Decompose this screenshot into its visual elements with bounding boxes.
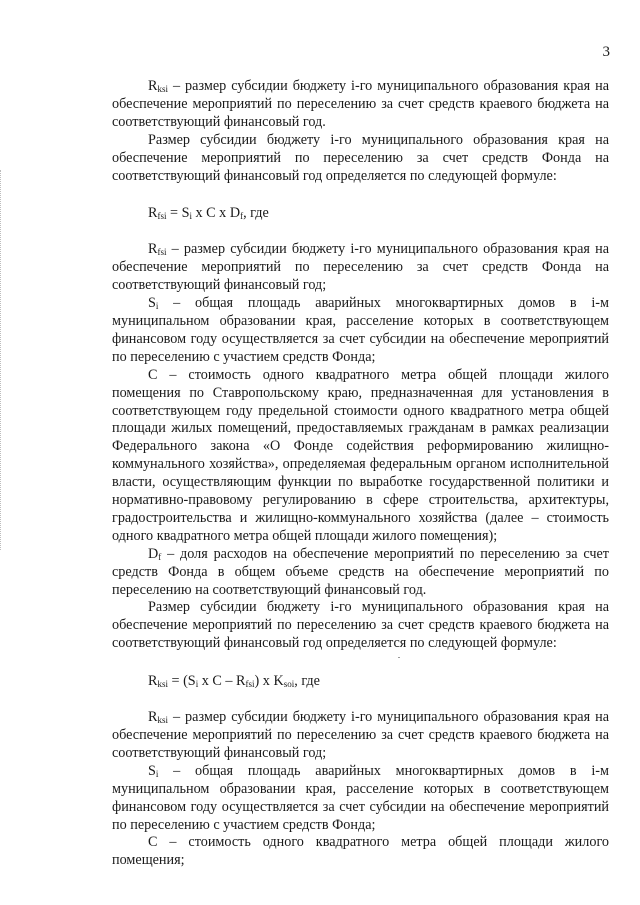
paragraph-c-definition: С – стоимость одного квадратного метра общей площади жилого помещения по Ставропольскому краю, предназначенная для установления в соответствующем году предельной стоимости одного квадратного метра общей площади жилых помещений, предоставляемых гражданам в рамках реализации Федерального закона «О Фонде содействия реформированию жилищно-коммунального хозяйства», определяемая федеральным органом исполнительной власти, осуществляющим функции по выработке государственной политики и нормативно-правовому регулированию в сфере строительства, архитектуры, градостроительства и жилищно-коммунального хозяйства (далее – стоимость одного квадратного метра общей площади жилого помещения); xyxy=(112,366,609,544)
paragraph-df-definition: $D_f$ – доля расходов на обеспечение мероприятий по переселению за счет средств Фонда в общем объеме средств на обеспечение мероприятий по переселению на соответствующий финансовый год. xyxy=(112,545,609,598)
formula-rfsi: $R_{fsi} = S_i$ x C x $D_f$, где xyxy=(148,205,269,222)
page-number: 3 xyxy=(602,44,610,60)
paragraph-c-definition-2: С – стоимость одного квадратного метра общей площади жилого помещения; xyxy=(112,834,609,869)
paragraph-rksi-definition-2: $R_{ksi}$ – размер субсидии бюджету i-го муниципального образования края на обеспечение мероприятий по переселению за счет средств краевого бюджета на соответствующий финансовый год; xyxy=(112,709,609,761)
scan-edge-marks xyxy=(0,170,7,550)
paragraph-fund-subsidy-intro: Размер субсидии бюджету i-го муниципального образования края на обеспечение мероприятий по переселению за счет средств Фонда на соответствующий финансовый год определяется по следующей формуле: xyxy=(112,131,609,184)
document-body xyxy=(112,78,609,870)
paragraph-regional-subsidy-intro: Размер субсидии бюджету i-го муниципального образования края на обеспечение мероприятий по переселению за счет средств краевого бюджета на соответствующий финансовый год определяется по следующей формуле: xyxy=(112,599,609,652)
paragraph-rksi-definition: $R_{ksi}$ – размер субсидии бюджету i-го муниципального образования края на обеспечение мероприятий по переселению за счет средств краевого бюджета на соответствующий финансовый год. xyxy=(112,78,609,130)
paragraph-rfsi-definition: $R_{fsi}$ – размер субсидии бюджету i-го муниципального образования края на обеспечение мероприятий по переселению за счет средств Фонда на соответствующий финансовый год; xyxy=(112,241,609,294)
paragraph-si-definition-2: $S_i$ – общая площадь аварийных многоквартирных домов в i-м муниципальном образовании края, расселение которых в соответствующем финансовом году осуществляется за счет субсидии на обеспечение мероприятий по переселению с участием средств Фонда; xyxy=(112,762,609,833)
formula-rksi: $R_{ksi} = (S_i$ x C – $R_{fsi}$) x $K_{soi}$, где xyxy=(148,673,320,690)
paragraph-si-definition: $S_i$ – общая площадь аварийных многоквартирных домов в i-м муниципальном образовании края, расселение которых в соответствующем финансовом году осуществляется за счет субсидии на обеспечение мероприятий по переселению с участием средств Фонда; xyxy=(112,295,609,365)
